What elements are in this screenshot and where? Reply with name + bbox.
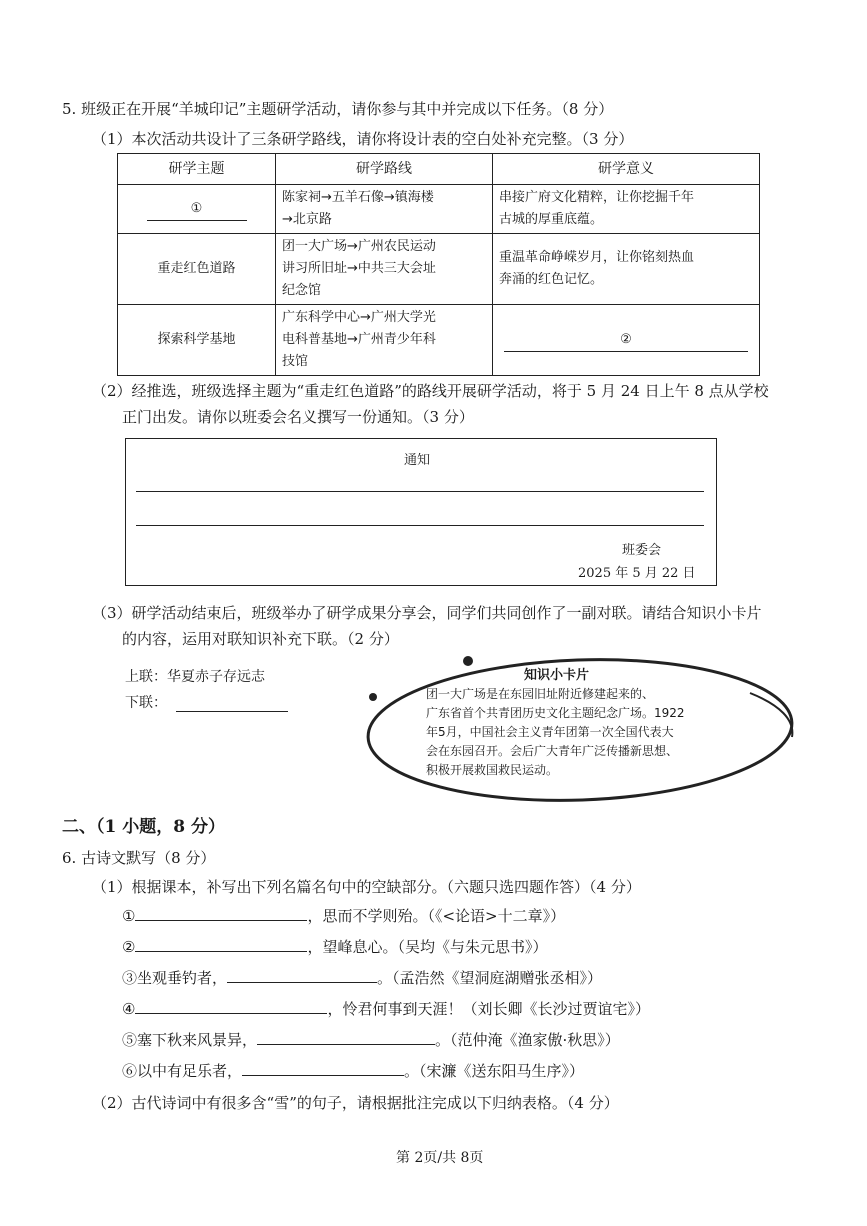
section-2-heading: 二、（1 小题，8 分） <box>62 817 225 837</box>
route-line: 广东科学中心→广州大学光 <box>282 310 436 325</box>
route-line: 技馆 <box>282 354 309 369</box>
blank-1-label: ① <box>147 198 247 221</box>
q5-part3-line2: 的内容，运用对联知识补充下联。（2 分） <box>122 630 399 648</box>
item-text: ，怜君何事到天涯！（刘长卿《长沙过贾谊宅》） <box>327 1000 650 1018</box>
poem-blank-5[interactable] <box>257 1044 435 1045</box>
item-num: ④ <box>122 1000 136 1018</box>
meaning-blank-2[interactable] <box>493 305 760 376</box>
table-row <box>118 185 760 234</box>
notice-title: 通知 <box>404 453 431 468</box>
theme-blank-1[interactable] <box>118 185 276 234</box>
header-route: 研学路线 <box>276 154 493 185</box>
table-header-row <box>118 154 760 185</box>
meaning-line: 串接广府文化精粹，让你挖掘千年 <box>499 190 695 205</box>
route-line: →北京路 <box>282 212 332 227</box>
header-theme: 研学主题 <box>118 154 276 185</box>
couplet-lower-blank[interactable] <box>176 711 288 712</box>
item-text: 。（孟浩然《望洞庭湖赠张丞相》） <box>377 969 603 987</box>
item-num: ⑤ <box>122 1031 138 1049</box>
q5-part3-line1: （3）研学活动结束后，班级举办了研学成果分享会，同学们共同创作了一副对联。请结合知识小卡片 <box>92 604 762 622</box>
route-line: 团一大广场→广州农民运动 <box>282 239 436 254</box>
item-text: 。（范仲淹《渔家傲·秋思》） <box>435 1031 620 1049</box>
item-pre: 以中有足乐者， <box>137 1062 243 1080</box>
route-cell <box>276 305 493 376</box>
item-num: ⑥ <box>122 1062 138 1080</box>
theme-cell: 探索科学基地 <box>118 305 276 376</box>
route-table <box>117 153 760 376</box>
notice-line-1[interactable] <box>136 491 704 492</box>
poem-item-5 <box>122 1029 620 1050</box>
poem-item-6 <box>122 1060 584 1081</box>
poem-item-2 <box>122 936 547 957</box>
poem-blank-6[interactable] <box>242 1075 404 1076</box>
route-line: 陈家祠→五羊石像→镇海楼 <box>282 190 434 205</box>
card-title: 知识小卡片 <box>524 668 590 683</box>
card-line: 年5月，中国社会主义青年团第一次全国代表大 <box>426 725 674 739</box>
item-num: ② <box>122 938 136 956</box>
item-text: ，望峰息心。（吴均《与朱元思书》） <box>307 938 548 956</box>
card-line: 积极开展救国救民运动。 <box>426 763 559 777</box>
meaning-line: 古城的厚重底蕴。 <box>499 212 604 227</box>
q6-stem: 6. 古诗文默写（8 分） <box>62 849 216 867</box>
item-num: ③ <box>122 969 138 987</box>
card-body <box>426 685 685 780</box>
poem-blank-3[interactable] <box>227 982 377 983</box>
notice-signer: 班委会 <box>622 543 662 558</box>
q6-part1: （1）根据课本，补写出下列名篇名句中的空缺部分。（六题只选四题作答）（4 分） <box>92 878 641 896</box>
route-cell <box>276 234 493 305</box>
notice-line-2[interactable] <box>136 525 704 526</box>
route-cell <box>276 185 493 234</box>
theme-cell: 重走红色道路 <box>118 234 276 305</box>
q5-part1: （1）本次活动共设计了三条研学路线，请你将设计表的空白处补充完整。（3 分） <box>92 130 634 148</box>
header-meaning: 研学意义 <box>493 154 760 185</box>
poem-blank-2[interactable] <box>135 951 307 952</box>
meaning-line: 重温革命峥嵘岁月，让你铭刻热血 <box>499 250 695 265</box>
meaning-cell <box>493 185 760 234</box>
q6-part2: （2）古代诗词中有很多含“雪”的句子，请根据批注完成以下归纳表格。（4 分） <box>92 1094 619 1112</box>
notice-box <box>125 438 717 586</box>
item-text: 。（宋濂《送东阳马生序》） <box>404 1062 585 1080</box>
notice-date: 2025 年 5 月 22 日 <box>578 566 696 581</box>
item-pre: 塞下秋来风景异， <box>137 1031 258 1049</box>
card-line: 团一大广场是在东园旧址附近修建起来的、 <box>426 687 655 701</box>
route-line: 纪念馆 <box>282 283 322 298</box>
route-line: 电科普基地→广州青少年科 <box>282 332 436 347</box>
blank-2-label: ② <box>504 329 748 352</box>
poem-blank-4[interactable] <box>135 1013 327 1014</box>
q5-part2-line2: 正门出发。请你以班委会名义撰写一份通知。（3 分） <box>122 408 474 426</box>
meaning-line: 奔涌的红色记忆。 <box>499 272 604 287</box>
q5-part2-line1: （2）经推选，班级选择主题为“重走红色道路”的路线开展研学活动，将于 5 月 24 日上午 8 点从学校 <box>92 382 769 400</box>
table-row <box>118 305 760 376</box>
poem-blank-1[interactable] <box>135 920 307 921</box>
card-line: 会在东园召开。会后广大青年广泛传播新思想、 <box>426 744 679 758</box>
poem-item-1 <box>122 905 565 926</box>
couplet-upper: 上联：华夏赤子存远志 <box>125 669 265 685</box>
item-num: ① <box>122 907 136 925</box>
couplet-lower-label: 下联： <box>125 695 167 711</box>
route-line: 讲习所旧址→中共三大会址 <box>282 261 436 276</box>
item-text: ，思而不学则殆。（《<论语>十二章》） <box>307 907 566 925</box>
card-line: 广东省首个共青团历史文化主题纪念广场。1922 <box>426 706 685 720</box>
table-row <box>118 234 760 305</box>
poem-item-3 <box>122 967 602 988</box>
poem-item-4 <box>122 998 650 1019</box>
meaning-cell <box>493 234 760 305</box>
page-footer: 第 2页/共 8页 <box>396 1150 484 1166</box>
item-pre: 坐观垂钓者， <box>137 969 228 987</box>
q5-stem: 5. 班级正在开展“羊城印记”主题研学活动，请你参与其中并完成以下任务。（8 分） <box>62 100 614 118</box>
